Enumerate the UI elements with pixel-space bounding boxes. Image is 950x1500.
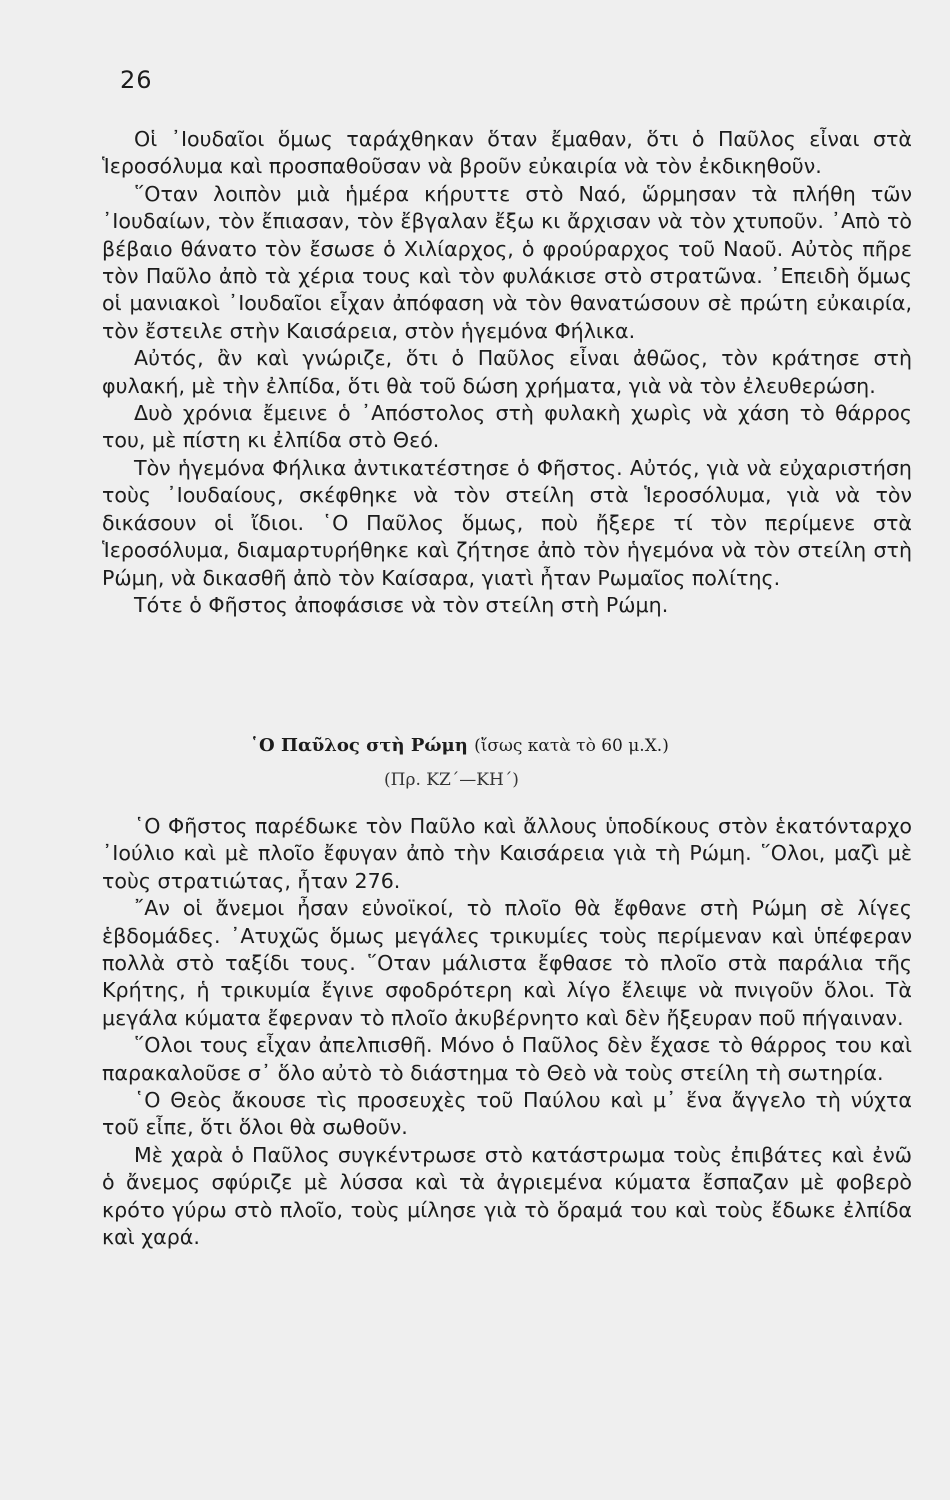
paragraph: ῞Ολοι τους εἶχαν ἀπελπισθῆ. Μόνο ὁ Παῦλος δὲν ἔχασε τὸ θάρρος του καὶ παρακαλοῦσε σ᾿ ὅλο αὐτὸ τὸ διάστημα τὸ Θεὸ νὰ τοὺς στείλη τὴ σωτηρία.: [102, 1033, 912, 1085]
paragraph: ῎Αν οἱ ἄνεμοι ἦσαν εὐνοϊκοί, τὸ πλοῖο θὰ ἔφθανε στὴ Ρώμη σὲ λίγες ἑβδομάδες. ᾿Ατυχῶς ὅμως μεγάλες τρικυμίες τοὺς περίμεναν καὶ ὑπέφεραν πολλὰ στὸ ταξίδι τους. ῞Οταν μάλιστα ἔφθασε τὸ πλοῖο στὰ παράλια τῆς Κρήτης, ἡ τρικυμία ἔγινε σφοδρότερη καὶ λίγο ἔλειψε νὰ πνιγοῦν ὅλοι. Τὰ μεγάλα κύματα ἔφερναν τὸ πλοῖο ἀκυβέρνητο καὶ δὲν ἤξευραν ποῦ πήγαιναν.: [102, 896, 912, 1030]
page-number: 26: [120, 66, 153, 94]
section-heading-title: ῾Ο Παῦλος στὴ Ρώμη: [250, 735, 468, 756]
paragraph: Μὲ χαρὰ ὁ Παῦλος συγκέντρωσε στὸ κατάστρωμα τοὺς ἐπιβάτες καὶ ἐνῶ ὁ ἄνεμος σφύριζε μὲ λύσσα καὶ τὰ ἀγριεμένα κύματα ἔσπαζαν μὲ φοβερὸ κρότο γύρω στὸ πλοῖο, τοὺς μίλησε γιὰ τὸ ὅραμά του καὶ τοὺς ἔδωκε ἐλπίδα καὶ χαρά.: [102, 1142, 912, 1250]
section-paul-in-rome: [102, 813, 912, 1252]
paragraph: ῞Οταν λοιπὸν μιὰ ἡμέρα κήρυττε στὸ Ναό, ὥρμησαν τὰ πλήθη τῶν ᾿Ιουδαίων, τὸν ἔπιασαν, τὸν ἔβγαλαν ἔξω κι ἄρχισαν νὰ τὸν χτυποῦν. ᾿Απὸ τὸ βέβαιο θάνατο τὸν ἔσωσε ὁ Χιλίαρχος, ὁ φρούραρχος τοῦ Ναοῦ. Αὐτὸς πῆρε τὸν Παῦλο ἀπὸ τὰ χέρια τους καὶ τὸν φυλάκισε στὸ στρατῶνα. ᾿Επειδὴ ὅμως οἱ μανιακοὶ ᾿Ιουδαῖοι εἶχαν ἀπόφαση νὰ τὸν θανατώσουν σὲ πρώτη εὐκαιρία, τὸν ἔστειλε στὴν Καισάρεια, στὸν ἡγεμόνα Φήλικα.: [102, 181, 912, 343]
paragraph: Τότε ὁ Φῆστος ἀποφάσισε νὰ τὸν στείλη στὴ Ρώμη.: [134, 592, 669, 617]
paragraph: Τὸν ἡγεμόνα Φήλικα ἀντικατέστησε ὁ Φῆστος. Αὐτός, γιὰ νὰ εὐχαριστήση τοὺς ᾿Ιουδαίους, σκέφθηκε νὰ τὸν στείλη στὰ Ἱεροσόλυμα, γιὰ νὰ τὸν δικάσουν οἱ ἴδιοι. ῾Ο Παῦλος ὅμως, ποὺ ἤξερε τί τὸν περίμενε στὰ Ἱεροσόλυμα, διαμαρτυρήθηκε καὶ ζήτησε ἀπὸ τὸν ἡγεμόνα νὰ τὸν στείλη στὴ Ρώμη, νὰ δικασθῆ ἀπὸ τὸν Καίσαρα, γιατὶ ἦταν Ρωμαῖος πολίτης.: [102, 455, 912, 590]
paragraph: Αὐτός, ἂν καὶ γνώριζε, ὅτι ὁ Παῦλος εἶναι ἀθῶος, τὸν κράτησε στὴ φυλακή, μὲ τὴν ἐλπίδα, ὅτι θὰ τοῦ δώση χρήματα, γιὰ νὰ τὸν ἐλευθερώση.: [102, 346, 912, 398]
paragraph: ῾Ο Φῆστος παρέδωκε τὸν Παῦλο καὶ ἄλλους ὑποδίκους στὸν ἑκατόνταρχο ᾿Ιούλιο καὶ μὲ πλοῖο ἔφυγαν ἀπὸ τὴν Καισάρεια γιὰ τὴ Ρώμη. ῞Ολοι, μαζὶ μὲ τοὺς στρατιώτας, ἦταν 276.: [102, 814, 912, 893]
section-paul-in-jerusalem: [102, 126, 912, 619]
paragraph: ῾Ο Θεὸς ἄκουσε τὶς προσευχὲς τοῦ Παύλου καὶ μ᾿ ἕνα ἄγγελο τὴ νύχτα τοῦ εἶπε, ὅτι ὅλοι θὰ σωθοῦν.: [102, 1088, 912, 1140]
scripture-reference: (Πρ. ΚΖ΄—ΚΗ΄): [384, 770, 519, 790]
section-heading: [250, 735, 810, 756]
paragraph: Δυὸ χρόνια ἔμεινε ὁ ᾿Απόστολος στὴ φυλακὴ χωρὶς νὰ χάση τὸ θάρρος του, μὲ πίστη κι ἐλπίδα στὸ Θεό.: [102, 401, 912, 453]
paragraph: Οἱ ᾿Ιουδαῖοι ὅμως ταράχθηκαν ὅταν ἔμαθαν, ὅτι ὁ Παῦλος εἶναι στὰ Ἱεροσόλυμα καὶ προσπαθοῦσαν νὰ βροῦν εὐκαιρία νὰ τὸν ἐκδικηθοῦν.: [102, 127, 912, 179]
section-heading-date: (ἴσως κατὰ τὸ 60 μ.Χ.): [474, 736, 669, 756]
